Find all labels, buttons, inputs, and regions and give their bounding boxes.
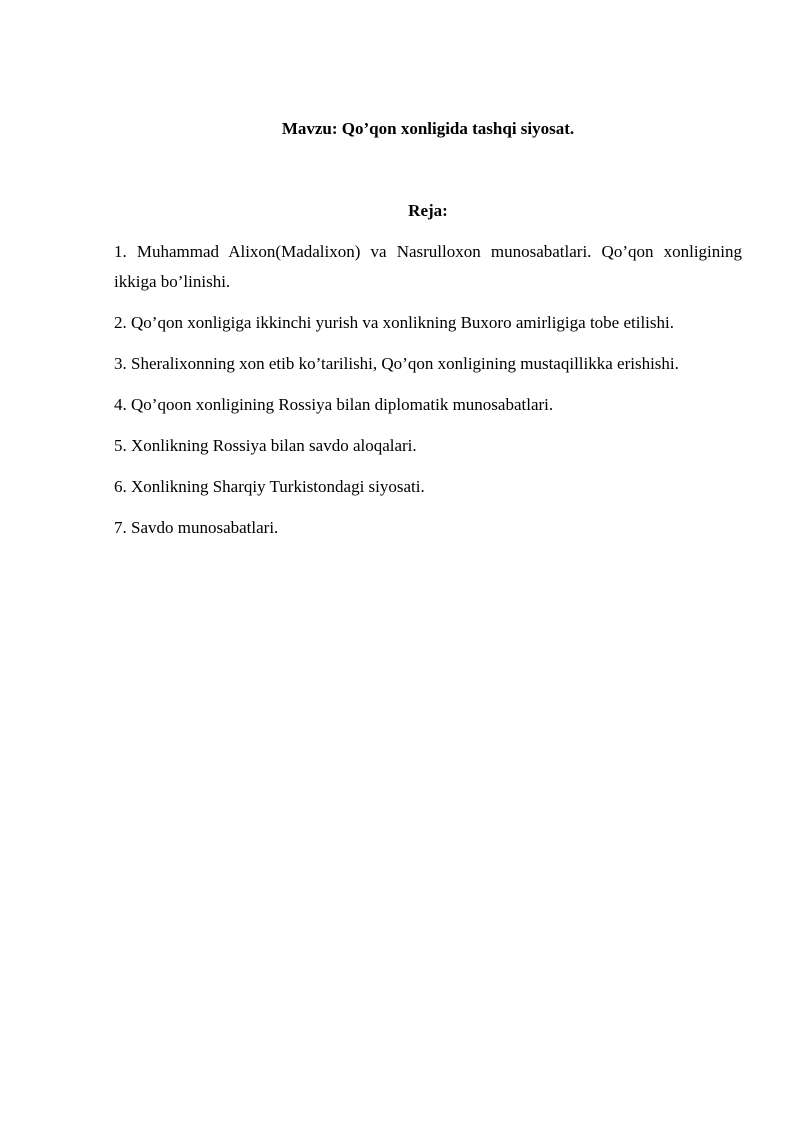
plan-item: 4. Qo’qoon xonligining Rossiya bilan diplomatik munosabatlari. [114, 395, 554, 414]
plan-item: 5. Xonlikning Rossiya bilan savdo aloqalari. [114, 436, 417, 455]
plan-heading: Reja: [408, 201, 448, 220]
plan-list [114, 237, 742, 554]
plan-item: 7. Savdo munosabatlari. [114, 518, 279, 537]
plan-item: 6. Xonlikning Sharqiy Turkistondagi siyosati. [114, 477, 425, 496]
plan-item: 3. Sheralixonning xon etib ko’tarilishi, Qo’qon xonligining mustaqillikka erishishi. [114, 354, 679, 373]
plan-item: 1. Muhammad Alixon(Madalixon) va Nasrulloxon munosabatlari. Qo’qon xonligining ikkiga bo’linishi. [114, 242, 742, 291]
plan-item: 2. Qo’qon xonligiga ikkinchi yurish va xonlikning Buxoro amirligiga tobe etilishi. [114, 313, 674, 332]
document-title: Mavzu: Qo’qon xonligida tashqi siyosat. [281, 119, 575, 138]
